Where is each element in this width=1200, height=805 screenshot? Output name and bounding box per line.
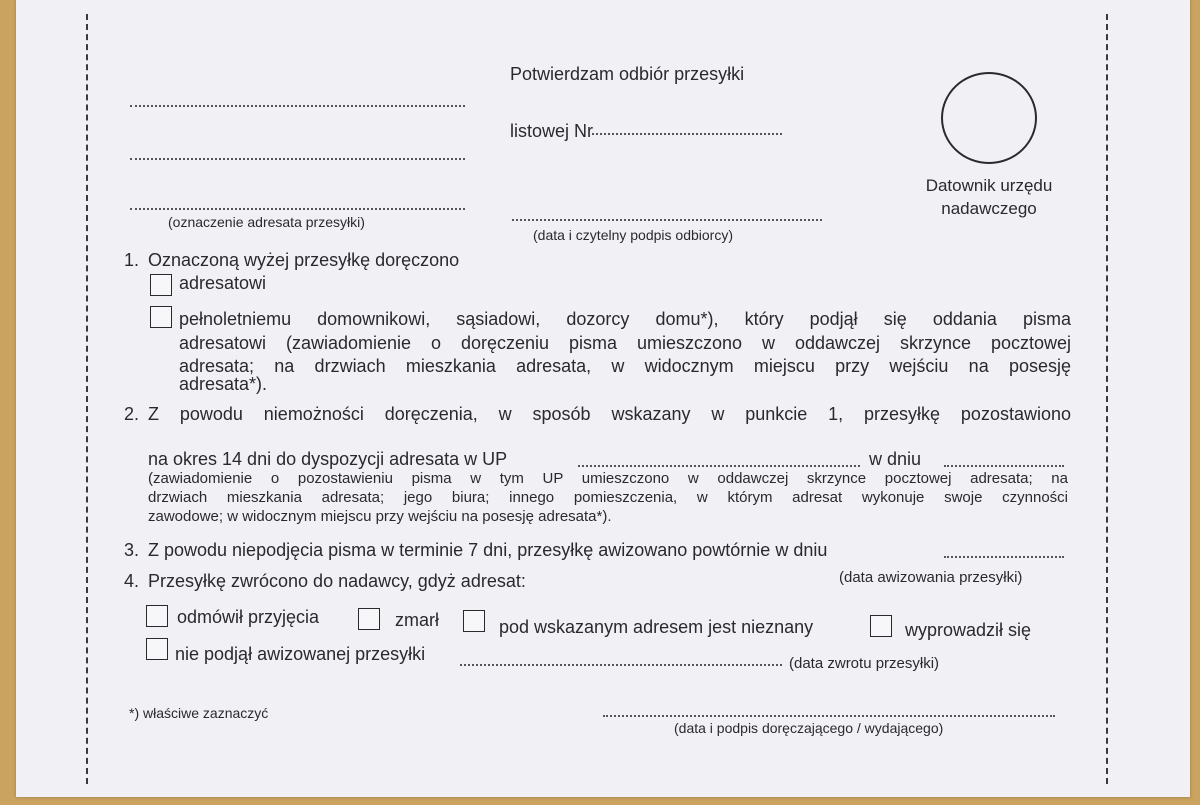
item4-text: Przesyłkę zwrócono do nadawcy, gdyż adresat: <box>148 571 526 591</box>
perforation-left <box>86 14 88 784</box>
opt-died-label: zmarł <box>395 610 439 630</box>
recipient-signature-field[interactable] <box>512 219 822 221</box>
return-date-field[interactable] <box>460 664 782 666</box>
item2-note-line1: (zawiadomienie o pozostawieniu pisma w tym UP umieszczono w oddawczej skrzynce pocztowej adresata; na <box>148 470 1068 487</box>
option-household-line3: adresata; na drzwiach mieszkania adresata, w widocznym miejscu przy wejściu na posesję <box>179 356 1071 376</box>
addressee-line-3[interactable] <box>130 208 465 210</box>
item2-note-line2: drzwiach mieszkania adresata; jego biura; innego pomieszczenia, w którym adresat wykonuje swoje czynności <box>148 489 1068 506</box>
opt-unknown-label: pod wskazanym adresem jest nieznany <box>499 617 814 637</box>
item1-text: Oznaczoną wyżej przesyłkę doręczono <box>148 250 460 270</box>
item2-date-label: w dniu <box>869 449 922 469</box>
option-household-line4: adresata*). <box>179 374 268 394</box>
item2-note-line3: zawodowe; w widocznym miejscu przy wejściu na posesję adresata*). <box>148 508 612 525</box>
item3-date-field[interactable] <box>944 556 1064 558</box>
option-household-line2: adresatowi (zawiadomienie o doręczeniu pisma umieszczono w oddawczej skrzynce pocztowej <box>179 333 1071 353</box>
form-title: Potwierdzam odbiór przesyłki <box>510 64 745 84</box>
recipient-caption: (data i czytelny podpis odbiorcy) <box>533 227 733 243</box>
delivery-signature-field[interactable] <box>603 715 1055 717</box>
checkbox-moved[interactable] <box>870 615 892 637</box>
addressee-line-2[interactable] <box>130 158 465 160</box>
opt-refused-label: odmówił przyjęcia <box>177 607 320 627</box>
signature-caption: (data i podpis doręczającego / wydającego) <box>674 720 944 736</box>
perforation-right <box>1106 14 1108 784</box>
checkbox-died[interactable] <box>358 608 380 630</box>
item3-caption: (data awizowania przesyłki) <box>839 569 1023 586</box>
item1-number: 1. <box>124 250 140 270</box>
addressee-line-1[interactable] <box>130 105 465 107</box>
return-caption: (data zwrotu przesyłki) <box>789 655 940 672</box>
post-office-field[interactable] <box>578 465 860 467</box>
listowej-label: listowej Nr <box>510 121 594 141</box>
checkbox-addressee[interactable] <box>150 274 172 296</box>
item3-text: Z powodu niepodjęcia pisma w terminie 7 dni, przesyłkę awizowano powtórnie w dniu <box>148 540 828 560</box>
stamp-circle <box>941 72 1037 164</box>
opt-not-collected-label: nie podjął awizowanej przesyłki <box>175 644 426 664</box>
checkbox-unknown[interactable] <box>463 610 485 632</box>
addressee-caption: (oznaczenie adresata przesyłki) <box>168 214 365 230</box>
checkbox-refused[interactable] <box>146 605 168 627</box>
option-addressee-label: adresatowi <box>179 273 267 293</box>
checkbox-not-collected[interactable] <box>146 638 168 660</box>
item2-date-field[interactable] <box>944 465 1064 467</box>
opt-moved-label: wyprowadził się <box>905 620 1032 640</box>
item2-line2-prefix: na okres 14 dni do dyspozycji adresata w UP <box>148 449 508 469</box>
item2-number: 2. <box>124 404 140 424</box>
stamp-label-line2: nadawczego <box>941 199 1037 218</box>
item4-number: 4. <box>124 571 140 591</box>
option-household-line1: pełnoletniemu domownikowi, sąsiadowi, dozorcy domu*), który podjął się oddania pisma <box>179 309 1071 329</box>
checkbox-household-member[interactable] <box>150 306 172 328</box>
footnote: *) właściwe zaznaczyć <box>129 705 269 721</box>
item2-line1: Z powodu niemożności doręczenia, w sposób wskazany w punkcie 1, przesyłkę pozostawiono <box>148 404 1071 424</box>
stamp-label-line1: Datownik urzędu <box>925 176 1053 195</box>
letter-number-field[interactable] <box>592 133 782 135</box>
item3-number: 3. <box>124 540 140 560</box>
